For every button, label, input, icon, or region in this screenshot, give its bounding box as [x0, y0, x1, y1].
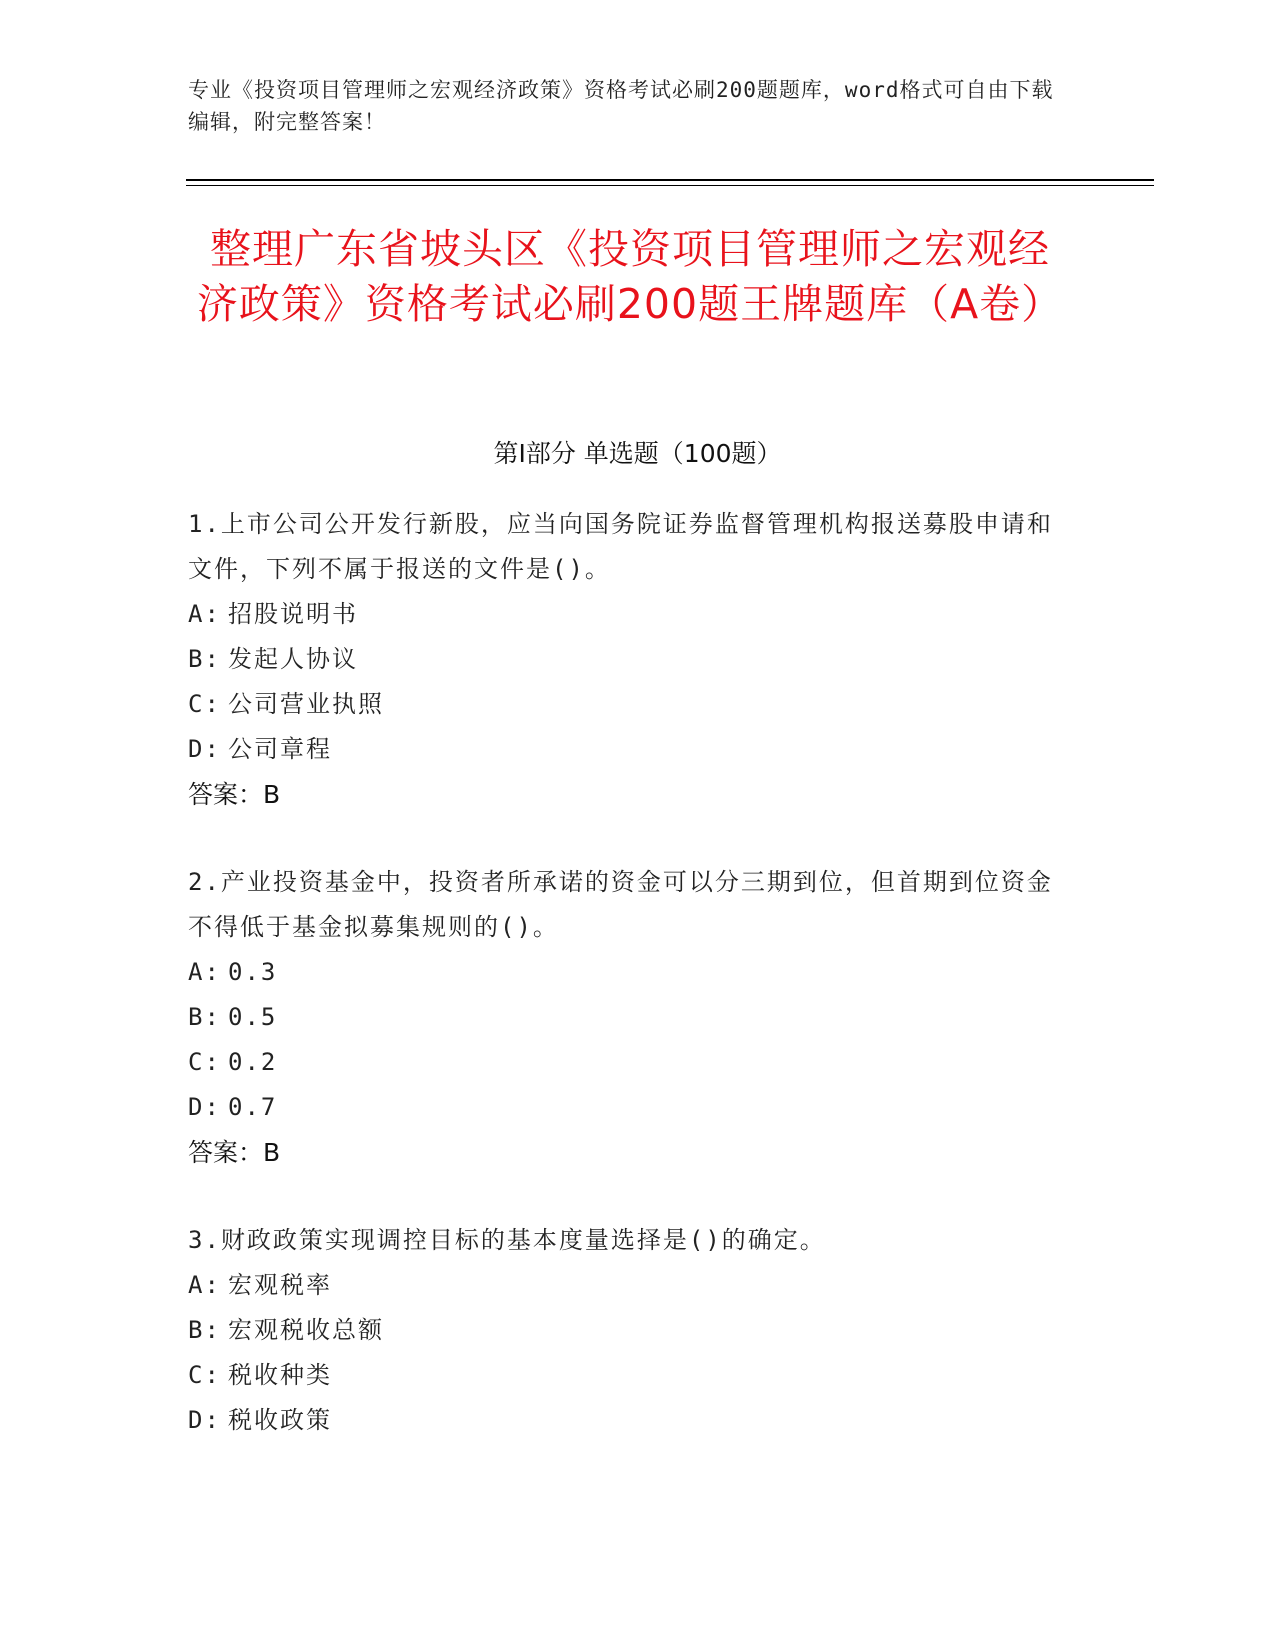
option-text: 0.2: [228, 1048, 278, 1076]
answer-line: 答案：B: [188, 780, 281, 809]
option-letter: C:: [188, 1361, 221, 1389]
option-letter: C:: [188, 690, 221, 718]
option-b: [188, 637, 1068, 682]
option-d: [188, 1085, 1068, 1130]
option-letter: D:: [188, 1406, 221, 1434]
option-c: [188, 1353, 1068, 1398]
option-letter: A:: [188, 958, 221, 986]
header-divider-thin: [186, 185, 1154, 186]
option-letter: D:: [188, 1093, 221, 1121]
answer-line: 答案：B: [188, 1138, 281, 1167]
option-text: 0.5: [228, 1003, 278, 1031]
document-title: 整理广东省坡头区《投资项目管理师之宏观经济政策》资格考试必刷200题王牌题库（A卷）: [196, 225, 1064, 328]
section-heading: 第Ⅰ部分 单选题（100题）: [493, 439, 782, 468]
option-b: [188, 1308, 1068, 1353]
header-note: 专业《投资项目管理师之宏观经济政策》资格考试必刷200题题库，word格式可自由下载编辑，附完整答案！: [188, 78, 1054, 134]
option-text: 税收种类: [228, 1361, 332, 1389]
option-text: 0.7: [228, 1093, 278, 1121]
option-letter: A:: [188, 600, 221, 628]
question-stem: 2.产业投资基金中，投资者所承诺的资金可以分三期到位，但首期到位资金不得低于基金拟募集规则的()。: [188, 868, 1053, 941]
option-text: 公司章程: [228, 735, 332, 763]
question-2: [188, 860, 1068, 1175]
option-c: [188, 682, 1068, 727]
option-letter: C:: [188, 1048, 221, 1076]
question-stem: 3.财政政策实现调控目标的基本度量选择是()的确定。: [188, 1226, 826, 1254]
option-text: 公司营业执照: [228, 690, 384, 718]
question-stem: 1.上市公司公开发行新股，应当向国务院证券监督管理机构报送募股申请和文件，下列不属于报送的文件是()。: [188, 510, 1053, 583]
option-b: [188, 995, 1068, 1040]
option-a: [188, 592, 1068, 637]
option-letter: B:: [188, 1003, 221, 1031]
option-letter: A:: [188, 1271, 221, 1299]
option-text: 发起人协议: [228, 645, 358, 673]
option-text: 招股说明书: [228, 600, 358, 628]
question-3: [188, 1218, 1068, 1443]
option-text: 税收政策: [228, 1406, 332, 1434]
option-text: 宏观税收总额: [228, 1316, 384, 1344]
option-c: [188, 1040, 1068, 1085]
option-letter: D:: [188, 735, 221, 763]
option-letter: B:: [188, 645, 221, 673]
option-text: 0.3: [228, 958, 278, 986]
option-letter: B:: [188, 1316, 221, 1344]
option-d: [188, 1398, 1068, 1443]
option-a: [188, 1263, 1068, 1308]
option-text: 宏观税率: [228, 1271, 332, 1299]
question-1: [188, 502, 1068, 817]
option-a: [188, 950, 1068, 995]
option-d: [188, 727, 1068, 772]
header-divider-thick: [186, 179, 1154, 181]
